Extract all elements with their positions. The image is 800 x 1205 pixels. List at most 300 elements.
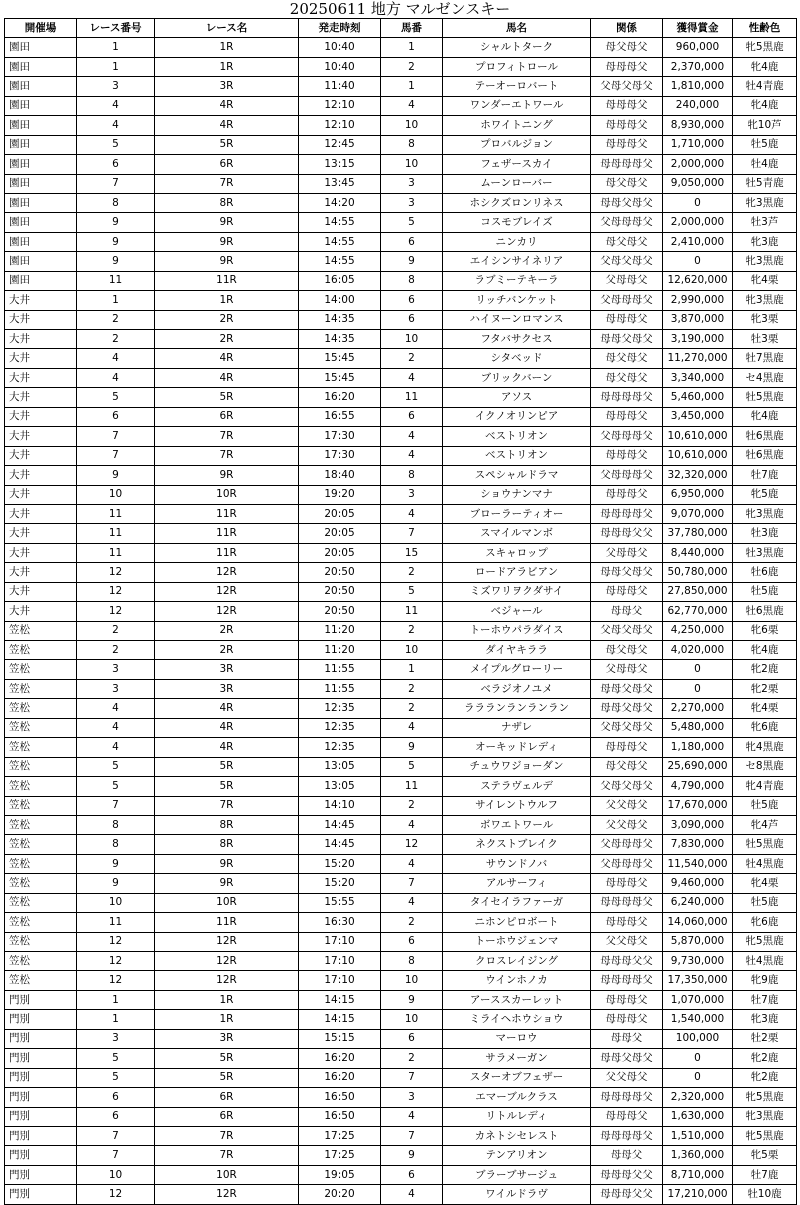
cell-relation: 父母母母父	[591, 854, 663, 873]
cell-horse-number: 2	[381, 913, 443, 932]
table-row	[5, 291, 797, 310]
cell-relation: 父母母母父	[591, 213, 663, 232]
cell-horse-name: ショウナンマナ	[443, 485, 591, 504]
cell-horse-name: テーオーロバート	[443, 77, 591, 96]
cell-relation: 父母母母父	[591, 291, 663, 310]
cell-horse-name: ベストリオン	[443, 446, 591, 465]
cell-horse-number: 1	[381, 77, 443, 96]
cell-sex-age-color: 牝3栗	[733, 310, 797, 329]
cell-venue: 園田	[5, 232, 77, 251]
cell-horse-number: 2	[381, 349, 443, 368]
table-row	[5, 252, 797, 271]
cell-horse-name: プロバルジョン	[443, 135, 591, 154]
cell-relation: 母母母母父	[591, 388, 663, 407]
cell-post-time: 20:50	[299, 563, 381, 582]
cell-prize: 2,370,000	[663, 57, 733, 76]
cell-race-number: 11	[77, 524, 155, 543]
cell-horse-number: 4	[381, 893, 443, 912]
cell-post-time: 15:20	[299, 854, 381, 873]
cell-relation: 父母父母父	[591, 718, 663, 737]
cell-venue: 園田	[5, 96, 77, 115]
table-row	[5, 602, 797, 621]
cell-race-name: 6R	[155, 155, 299, 174]
cell-venue: 大井	[5, 388, 77, 407]
cell-relation: 母母父	[591, 1029, 663, 1048]
cell-sex-age-color: 牡6黒鹿	[733, 602, 797, 621]
cell-horse-name: ナザレ	[443, 718, 591, 737]
cell-horse-number: 10	[381, 641, 443, 660]
cell-horse-number: 9	[381, 252, 443, 271]
cell-horse-name: ステラヴェルデ	[443, 777, 591, 796]
cell-venue: 園田	[5, 38, 77, 57]
cell-race-number: 6	[77, 1107, 155, 1126]
table-row	[5, 368, 797, 387]
table-row	[5, 1165, 797, 1184]
cell-relation: 父母母父	[591, 543, 663, 562]
cell-relation: 母母母母父	[591, 971, 663, 990]
cell-horse-name: スマイルマンボ	[443, 524, 591, 543]
cell-race-number: 10	[77, 893, 155, 912]
cell-race-number: 11	[77, 913, 155, 932]
cell-horse-name: ホワイトニング	[443, 116, 591, 135]
cell-sex-age-color: 牝5栗	[733, 1146, 797, 1165]
cell-race-number: 4	[77, 116, 155, 135]
cell-horse-number: 7	[381, 1068, 443, 1087]
cell-venue: 笠松	[5, 971, 77, 990]
cell-sex-age-color: 牝6栗	[733, 621, 797, 640]
cell-sex-age-color: 牡4黒鹿	[733, 854, 797, 873]
cell-relation: 母母父母父	[591, 193, 663, 212]
cell-venue: 大井	[5, 543, 77, 562]
cell-horse-name: ダイヤキララ	[443, 641, 591, 660]
cell-race-name: 7R	[155, 427, 299, 446]
cell-horse-number: 3	[381, 174, 443, 193]
cell-venue: 大井	[5, 504, 77, 523]
cell-post-time: 17:30	[299, 446, 381, 465]
cell-horse-name: ハイヌーンロマンス	[443, 310, 591, 329]
cell-venue: 笠松	[5, 893, 77, 912]
table-row	[5, 388, 797, 407]
cell-race-name: 6R	[155, 1088, 299, 1107]
table-row	[5, 271, 797, 290]
header-venue: 開催場	[5, 19, 77, 38]
cell-prize: 17,350,000	[663, 971, 733, 990]
cell-sex-age-color: 牡4黒鹿	[733, 952, 797, 971]
cell-race-name: 9R	[155, 466, 299, 485]
cell-venue: 門別	[5, 1068, 77, 1087]
cell-race-number: 7	[77, 1146, 155, 1165]
cell-sex-age-color: 牡10鹿	[733, 1185, 797, 1204]
cell-horse-name: スキャロップ	[443, 543, 591, 562]
cell-venue: 笠松	[5, 815, 77, 834]
cell-prize: 8,710,000	[663, 1165, 733, 1184]
cell-post-time: 20:20	[299, 1185, 381, 1204]
cell-race-number: 3	[77, 660, 155, 679]
cell-prize: 14,060,000	[663, 913, 733, 932]
cell-horse-name: アーススカーレット	[443, 990, 591, 1009]
cell-prize: 960,000	[663, 38, 733, 57]
cell-horse-name: コスモブレイズ	[443, 213, 591, 232]
cell-post-time: 16:50	[299, 1107, 381, 1126]
cell-race-number: 2	[77, 641, 155, 660]
cell-relation: 母母母母父	[591, 893, 663, 912]
cell-venue: 門別	[5, 1107, 77, 1126]
cell-horse-name: ロードアラビアン	[443, 563, 591, 582]
cell-venue: 笠松	[5, 679, 77, 698]
cell-prize: 6,950,000	[663, 485, 733, 504]
cell-sex-age-color: 牡5鹿	[733, 582, 797, 601]
cell-relation: 母母母父	[591, 116, 663, 135]
cell-prize: 0	[663, 193, 733, 212]
cell-horse-number: 1	[381, 660, 443, 679]
cell-horse-name: アルサーフィ	[443, 874, 591, 893]
cell-prize: 32,320,000	[663, 466, 733, 485]
cell-relation: 母父母父	[591, 232, 663, 251]
cell-venue: 大井	[5, 330, 77, 349]
cell-venue: 大井	[5, 524, 77, 543]
cell-prize: 4,790,000	[663, 777, 733, 796]
cell-horse-name: スターオブフェザー	[443, 1068, 591, 1087]
cell-horse-number: 4	[381, 446, 443, 465]
cell-relation: 母父母父	[591, 757, 663, 776]
cell-horse-name: フェザースカイ	[443, 155, 591, 174]
cell-venue: 大井	[5, 563, 77, 582]
cell-horse-number: 2	[381, 679, 443, 698]
cell-relation: 父父母父	[591, 815, 663, 834]
cell-prize: 1,710,000	[663, 135, 733, 154]
cell-horse-name: チュウワジョーダン	[443, 757, 591, 776]
cell-race-name: 10R	[155, 893, 299, 912]
table-row	[5, 932, 797, 951]
cell-relation: 父母父母父	[591, 77, 663, 96]
cell-horse-name: プロフィトロール	[443, 57, 591, 76]
cell-horse-name: クロスレイジング	[443, 952, 591, 971]
cell-race-name: 9R	[155, 232, 299, 251]
cell-horse-name: フタバサクセス	[443, 330, 591, 349]
cell-sex-age-color: 牡6黒鹿	[733, 427, 797, 446]
table-row	[5, 854, 797, 873]
cell-post-time: 15:45	[299, 368, 381, 387]
cell-relation: 母母母父	[591, 310, 663, 329]
cell-relation: 母母母父	[591, 485, 663, 504]
cell-race-number: 4	[77, 349, 155, 368]
cell-horse-name: ニンカリ	[443, 232, 591, 251]
cell-venue: 大井	[5, 446, 77, 465]
cell-horse-name: シタベッド	[443, 349, 591, 368]
cell-horse-number: 10	[381, 330, 443, 349]
cell-horse-name: ブローラーティオー	[443, 504, 591, 523]
cell-race-name: 3R	[155, 1029, 299, 1048]
cell-horse-number: 4	[381, 815, 443, 834]
cell-venue: 大井	[5, 582, 77, 601]
cell-race-number: 7	[77, 1126, 155, 1145]
cell-horse-number: 10	[381, 116, 443, 135]
cell-post-time: 11:55	[299, 679, 381, 698]
cell-sex-age-color: 牡2栗	[733, 1029, 797, 1048]
cell-race-name: 2R	[155, 310, 299, 329]
cell-race-name: 8R	[155, 193, 299, 212]
cell-prize: 0	[663, 660, 733, 679]
cell-venue: 笠松	[5, 641, 77, 660]
cell-horse-name: イクノオリンピア	[443, 407, 591, 426]
cell-horse-name: トーホウパラダイス	[443, 621, 591, 640]
cell-post-time: 15:20	[299, 874, 381, 893]
cell-horse-number: 3	[381, 485, 443, 504]
cell-relation: 母母母父	[591, 582, 663, 601]
cell-venue: 門別	[5, 990, 77, 1009]
cell-post-time: 14:15	[299, 990, 381, 1009]
table-row	[5, 135, 797, 154]
table-row	[5, 407, 797, 426]
cell-venue: 笠松	[5, 621, 77, 640]
cell-horse-name: ミライヘホウショウ	[443, 1010, 591, 1029]
cell-horse-number: 8	[381, 135, 443, 154]
cell-sex-age-color: 牝5黒鹿	[733, 1126, 797, 1145]
cell-race-number: 4	[77, 699, 155, 718]
cell-post-time: 11:40	[299, 77, 381, 96]
cell-horse-number: 4	[381, 1185, 443, 1204]
cell-horse-number: 3	[381, 193, 443, 212]
table-row	[5, 1146, 797, 1165]
table-row	[5, 310, 797, 329]
cell-relation: 母父母父	[591, 349, 663, 368]
cell-venue: 門別	[5, 1049, 77, 1068]
cell-race-name: 4R	[155, 699, 299, 718]
cell-race-number: 10	[77, 485, 155, 504]
cell-prize: 0	[663, 679, 733, 698]
cell-race-number: 4	[77, 738, 155, 757]
cell-relation: 母母母父父	[591, 524, 663, 543]
cell-race-name: 4R	[155, 718, 299, 737]
cell-horse-name: トーホウジェンマ	[443, 932, 591, 951]
cell-sex-age-color: 牡4青鹿	[733, 77, 797, 96]
cell-race-name: 4R	[155, 116, 299, 135]
cell-horse-number: 7	[381, 874, 443, 893]
cell-post-time: 20:05	[299, 504, 381, 523]
cell-relation: 母父母父	[591, 38, 663, 57]
cell-relation: 母母母父	[591, 57, 663, 76]
cell-prize: 3,870,000	[663, 310, 733, 329]
cell-race-name: 5R	[155, 757, 299, 776]
cell-relation: 母母父	[591, 1146, 663, 1165]
cell-prize: 7,830,000	[663, 835, 733, 854]
cell-race-number: 1	[77, 291, 155, 310]
cell-race-name: 9R	[155, 252, 299, 271]
cell-sex-age-color: 牝4鹿	[733, 407, 797, 426]
header-race-number: レース番号	[77, 19, 155, 38]
cell-race-number: 2	[77, 621, 155, 640]
cell-relation: 父母母母父	[591, 835, 663, 854]
cell-race-number: 2	[77, 330, 155, 349]
cell-sex-age-color: 牡6黒鹿	[733, 446, 797, 465]
cell-horse-name: ブリックバーン	[443, 368, 591, 387]
cell-prize: 11,270,000	[663, 349, 733, 368]
cell-horse-number: 9	[381, 990, 443, 1009]
cell-horse-name: スペシャルドラマ	[443, 466, 591, 485]
cell-sex-age-color: 牡5鹿	[733, 135, 797, 154]
cell-race-name: 5R	[155, 388, 299, 407]
cell-relation: 母父母父	[591, 641, 663, 660]
cell-horse-number: 11	[381, 388, 443, 407]
cell-post-time: 17:25	[299, 1146, 381, 1165]
cell-horse-name: ムーンローバー	[443, 174, 591, 193]
cell-relation: 母母母父	[591, 1010, 663, 1029]
cell-race-name: 4R	[155, 738, 299, 757]
cell-sex-age-color: 牝5鹿	[733, 485, 797, 504]
cell-race-number: 5	[77, 135, 155, 154]
cell-venue: 園田	[5, 213, 77, 232]
table-row	[5, 543, 797, 562]
cell-race-name: 1R	[155, 1010, 299, 1029]
cell-prize: 9,460,000	[663, 874, 733, 893]
cell-horse-name: ブラーブサージュ	[443, 1165, 591, 1184]
cell-sex-age-color: 牡5青鹿	[733, 174, 797, 193]
cell-horse-name: ラブミーテキーラ	[443, 271, 591, 290]
cell-prize: 27,850,000	[663, 582, 733, 601]
cell-horse-number: 8	[381, 952, 443, 971]
cell-race-name: 11R	[155, 524, 299, 543]
cell-horse-number: 6	[381, 1029, 443, 1048]
cell-prize: 5,460,000	[663, 388, 733, 407]
cell-venue: 大井	[5, 485, 77, 504]
cell-venue: 笠松	[5, 874, 77, 893]
table-row	[5, 1088, 797, 1107]
cell-horse-name: カネトシセレスト	[443, 1126, 591, 1145]
cell-race-name: 8R	[155, 835, 299, 854]
cell-race-number: 12	[77, 952, 155, 971]
cell-horse-number: 5	[381, 582, 443, 601]
cell-race-number: 7	[77, 446, 155, 465]
table-row	[5, 1029, 797, 1048]
cell-post-time: 17:10	[299, 971, 381, 990]
cell-race-name: 7R	[155, 1146, 299, 1165]
cell-prize: 8,930,000	[663, 116, 733, 135]
cell-race-number: 4	[77, 718, 155, 737]
cell-horse-number: 7	[381, 524, 443, 543]
cell-venue: 大井	[5, 368, 77, 387]
cell-post-time: 11:55	[299, 660, 381, 679]
cell-prize: 4,250,000	[663, 621, 733, 640]
cell-sex-age-color: 牡7鹿	[733, 990, 797, 1009]
cell-horse-number: 7	[381, 1126, 443, 1145]
table-row	[5, 757, 797, 776]
table-row	[5, 1068, 797, 1087]
cell-relation: 母母父母父	[591, 330, 663, 349]
cell-race-name: 12R	[155, 602, 299, 621]
cell-sex-age-color: 牝5黒鹿	[733, 932, 797, 951]
cell-horse-name: サウンドノバ	[443, 854, 591, 873]
cell-venue: 笠松	[5, 757, 77, 776]
cell-relation: 母母父母父	[591, 679, 663, 698]
cell-race-name: 7R	[155, 174, 299, 193]
cell-venue: 笠松	[5, 738, 77, 757]
cell-race-name: 7R	[155, 796, 299, 815]
cell-race-number: 7	[77, 796, 155, 815]
cell-prize: 240,000	[663, 96, 733, 115]
cell-post-time: 12:35	[299, 718, 381, 737]
cell-relation: 父母父母父	[591, 621, 663, 640]
cell-horse-number: 6	[381, 291, 443, 310]
cell-prize: 2,270,000	[663, 699, 733, 718]
cell-horse-name: テンアリオン	[443, 1146, 591, 1165]
cell-relation: 母母父母父	[591, 1049, 663, 1068]
cell-race-name: 3R	[155, 679, 299, 698]
cell-sex-age-color: 牡7鹿	[733, 1165, 797, 1184]
cell-relation: 母母母父父	[591, 952, 663, 971]
cell-race-number: 8	[77, 815, 155, 834]
cell-relation: 母母母父	[591, 738, 663, 757]
cell-relation: 母母母母父	[591, 155, 663, 174]
cell-horse-number: 15	[381, 543, 443, 562]
cell-venue: 門別	[5, 1185, 77, 1204]
cell-race-name: 12R	[155, 1185, 299, 1204]
cell-post-time: 13:45	[299, 174, 381, 193]
cell-race-number: 9	[77, 232, 155, 251]
cell-post-time: 12:35	[299, 738, 381, 757]
cell-horse-name: エマーブルクラス	[443, 1088, 591, 1107]
cell-venue: 園田	[5, 174, 77, 193]
cell-prize: 2,320,000	[663, 1088, 733, 1107]
cell-post-time: 14:00	[299, 291, 381, 310]
cell-sex-age-color: 牝4青鹿	[733, 777, 797, 796]
cell-post-time: 15:15	[299, 1029, 381, 1048]
cell-race-number: 12	[77, 932, 155, 951]
cell-post-time: 17:10	[299, 952, 381, 971]
table-row	[5, 193, 797, 212]
cell-post-time: 14:45	[299, 835, 381, 854]
cell-horse-name: ワンダーエトワール	[443, 96, 591, 115]
cell-relation: 母母母父	[591, 407, 663, 426]
cell-venue: 笠松	[5, 796, 77, 815]
cell-post-time: 16:30	[299, 913, 381, 932]
cell-prize: 3,090,000	[663, 815, 733, 834]
table-row	[5, 582, 797, 601]
table-row	[5, 718, 797, 737]
cell-race-name: 12R	[155, 952, 299, 971]
cell-horse-number: 11	[381, 602, 443, 621]
cell-sex-age-color: 牡3黒鹿	[733, 543, 797, 562]
cell-horse-number: 4	[381, 427, 443, 446]
cell-race-name: 11R	[155, 913, 299, 932]
cell-horse-name: マーロウ	[443, 1029, 591, 1048]
cell-venue: 大井	[5, 310, 77, 329]
table-row	[5, 232, 797, 251]
cell-horse-name: サラメーガン	[443, 1049, 591, 1068]
cell-race-number: 4	[77, 368, 155, 387]
cell-relation: 母母母父父	[591, 1165, 663, 1184]
cell-sex-age-color: 牝3鹿	[733, 232, 797, 251]
cell-venue: 笠松	[5, 932, 77, 951]
cell-sex-age-color: 牡3鹿	[733, 524, 797, 543]
table-row	[5, 213, 797, 232]
cell-prize: 1,540,000	[663, 1010, 733, 1029]
cell-venue: 大井	[5, 291, 77, 310]
cell-race-name: 4R	[155, 349, 299, 368]
cell-prize: 3,340,000	[663, 368, 733, 387]
cell-sex-age-color: 牝10芦	[733, 116, 797, 135]
cell-prize: 1,360,000	[663, 1146, 733, 1165]
cell-sex-age-color: 牝4鹿	[733, 641, 797, 660]
cell-post-time: 13:15	[299, 155, 381, 174]
table-header-row	[5, 19, 797, 38]
cell-horse-number: 10	[381, 1010, 443, 1029]
cell-venue: 笠松	[5, 952, 77, 971]
cell-post-time: 17:25	[299, 1126, 381, 1145]
table-row	[5, 971, 797, 990]
table-row	[5, 524, 797, 543]
cell-post-time: 16:20	[299, 1068, 381, 1087]
table-row	[5, 116, 797, 135]
